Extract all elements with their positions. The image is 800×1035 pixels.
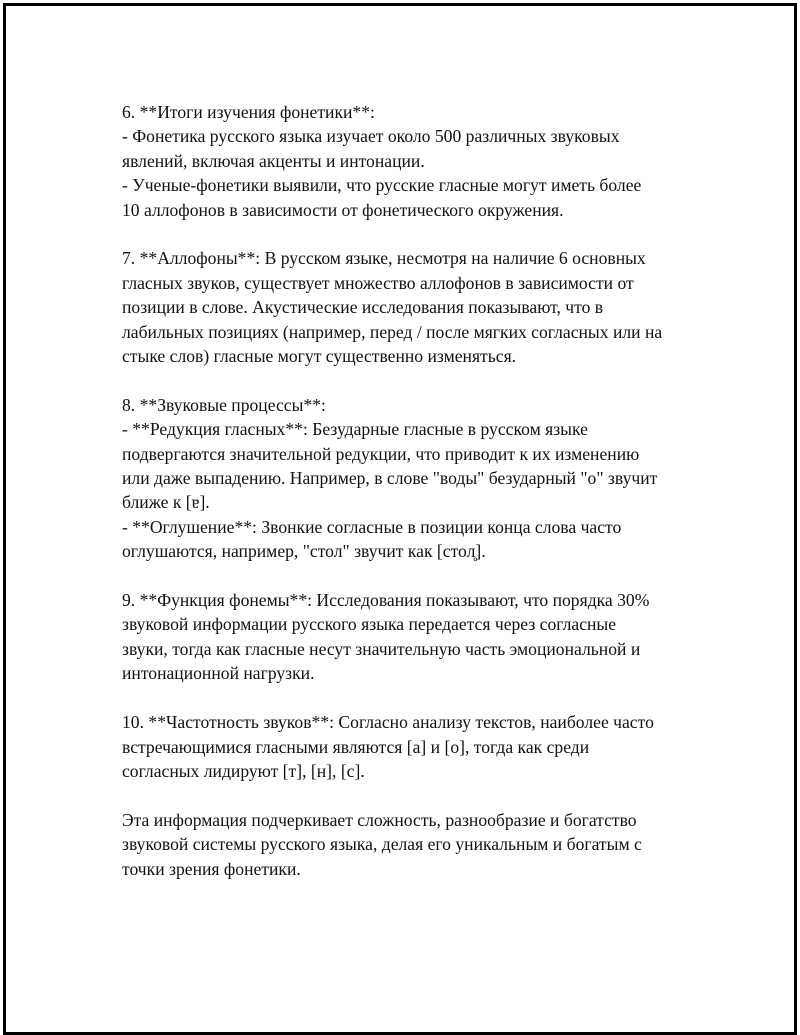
section-9-phoneme-function: 9. **Функция фонемы**: Исследования показывают, что порядка 30% звуковой информации русского языка передается через согласные звуки, тогда как гласные несут значительную часть эмоциональной и интонационной нагрузки. xyxy=(122,590,650,684)
document-body xyxy=(122,100,722,881)
page-frame xyxy=(3,3,797,1035)
section-10-sound-frequency: 10. **Частотность звуков**: Согласно анализу текстов, наиболее часто встречающимися гласными являются [а] и [о], тогда как среди согласных лидируют [т], [н], [с]. xyxy=(122,712,654,781)
section-7-allophones: 7. **Аллофоны**: В русском языке, несмотря на наличие 6 основных гласных звуков, существует множество аллофонов в зависимости от позиции в слове. Акустические исследования показывают, что в лабильных позициях (например, перед / после мягких согласных или на стыке слов) гласные могут существенно изменяться. xyxy=(122,248,663,367)
section-8-sound-processes: 8. **Звуковые процессы**: - **Редукция гласных**: Безударные гласные в русском языке подвергаются значительной редукции, что приводит к их изменению или даже выпадению. Например, в слове "воды" безударный "о" звучит ближе к [ɐ]. - **Оглушение**: Звонкие согласные в позиции конца слова часто оглушаются, например, "стол" звучит как [стол̥]. xyxy=(122,394,658,562)
section-6-phonetics-summary: 6. **Итоги изучения фонетики**: - Фонетика русского языка изучает около 500 различных звуковых явлений, включая акценты и интонации. - Ученые-фонетики выявили, что русские гласные могут иметь более 10 аллофонов в зависимости от фонетического окружения. xyxy=(122,102,642,220)
conclusion-paragraph: Эта информация подчеркивает сложность, разнообразие и богатство звуковой системы русского языка, делая его уникальным и богатым с точки зрения фонетики. xyxy=(122,809,642,879)
